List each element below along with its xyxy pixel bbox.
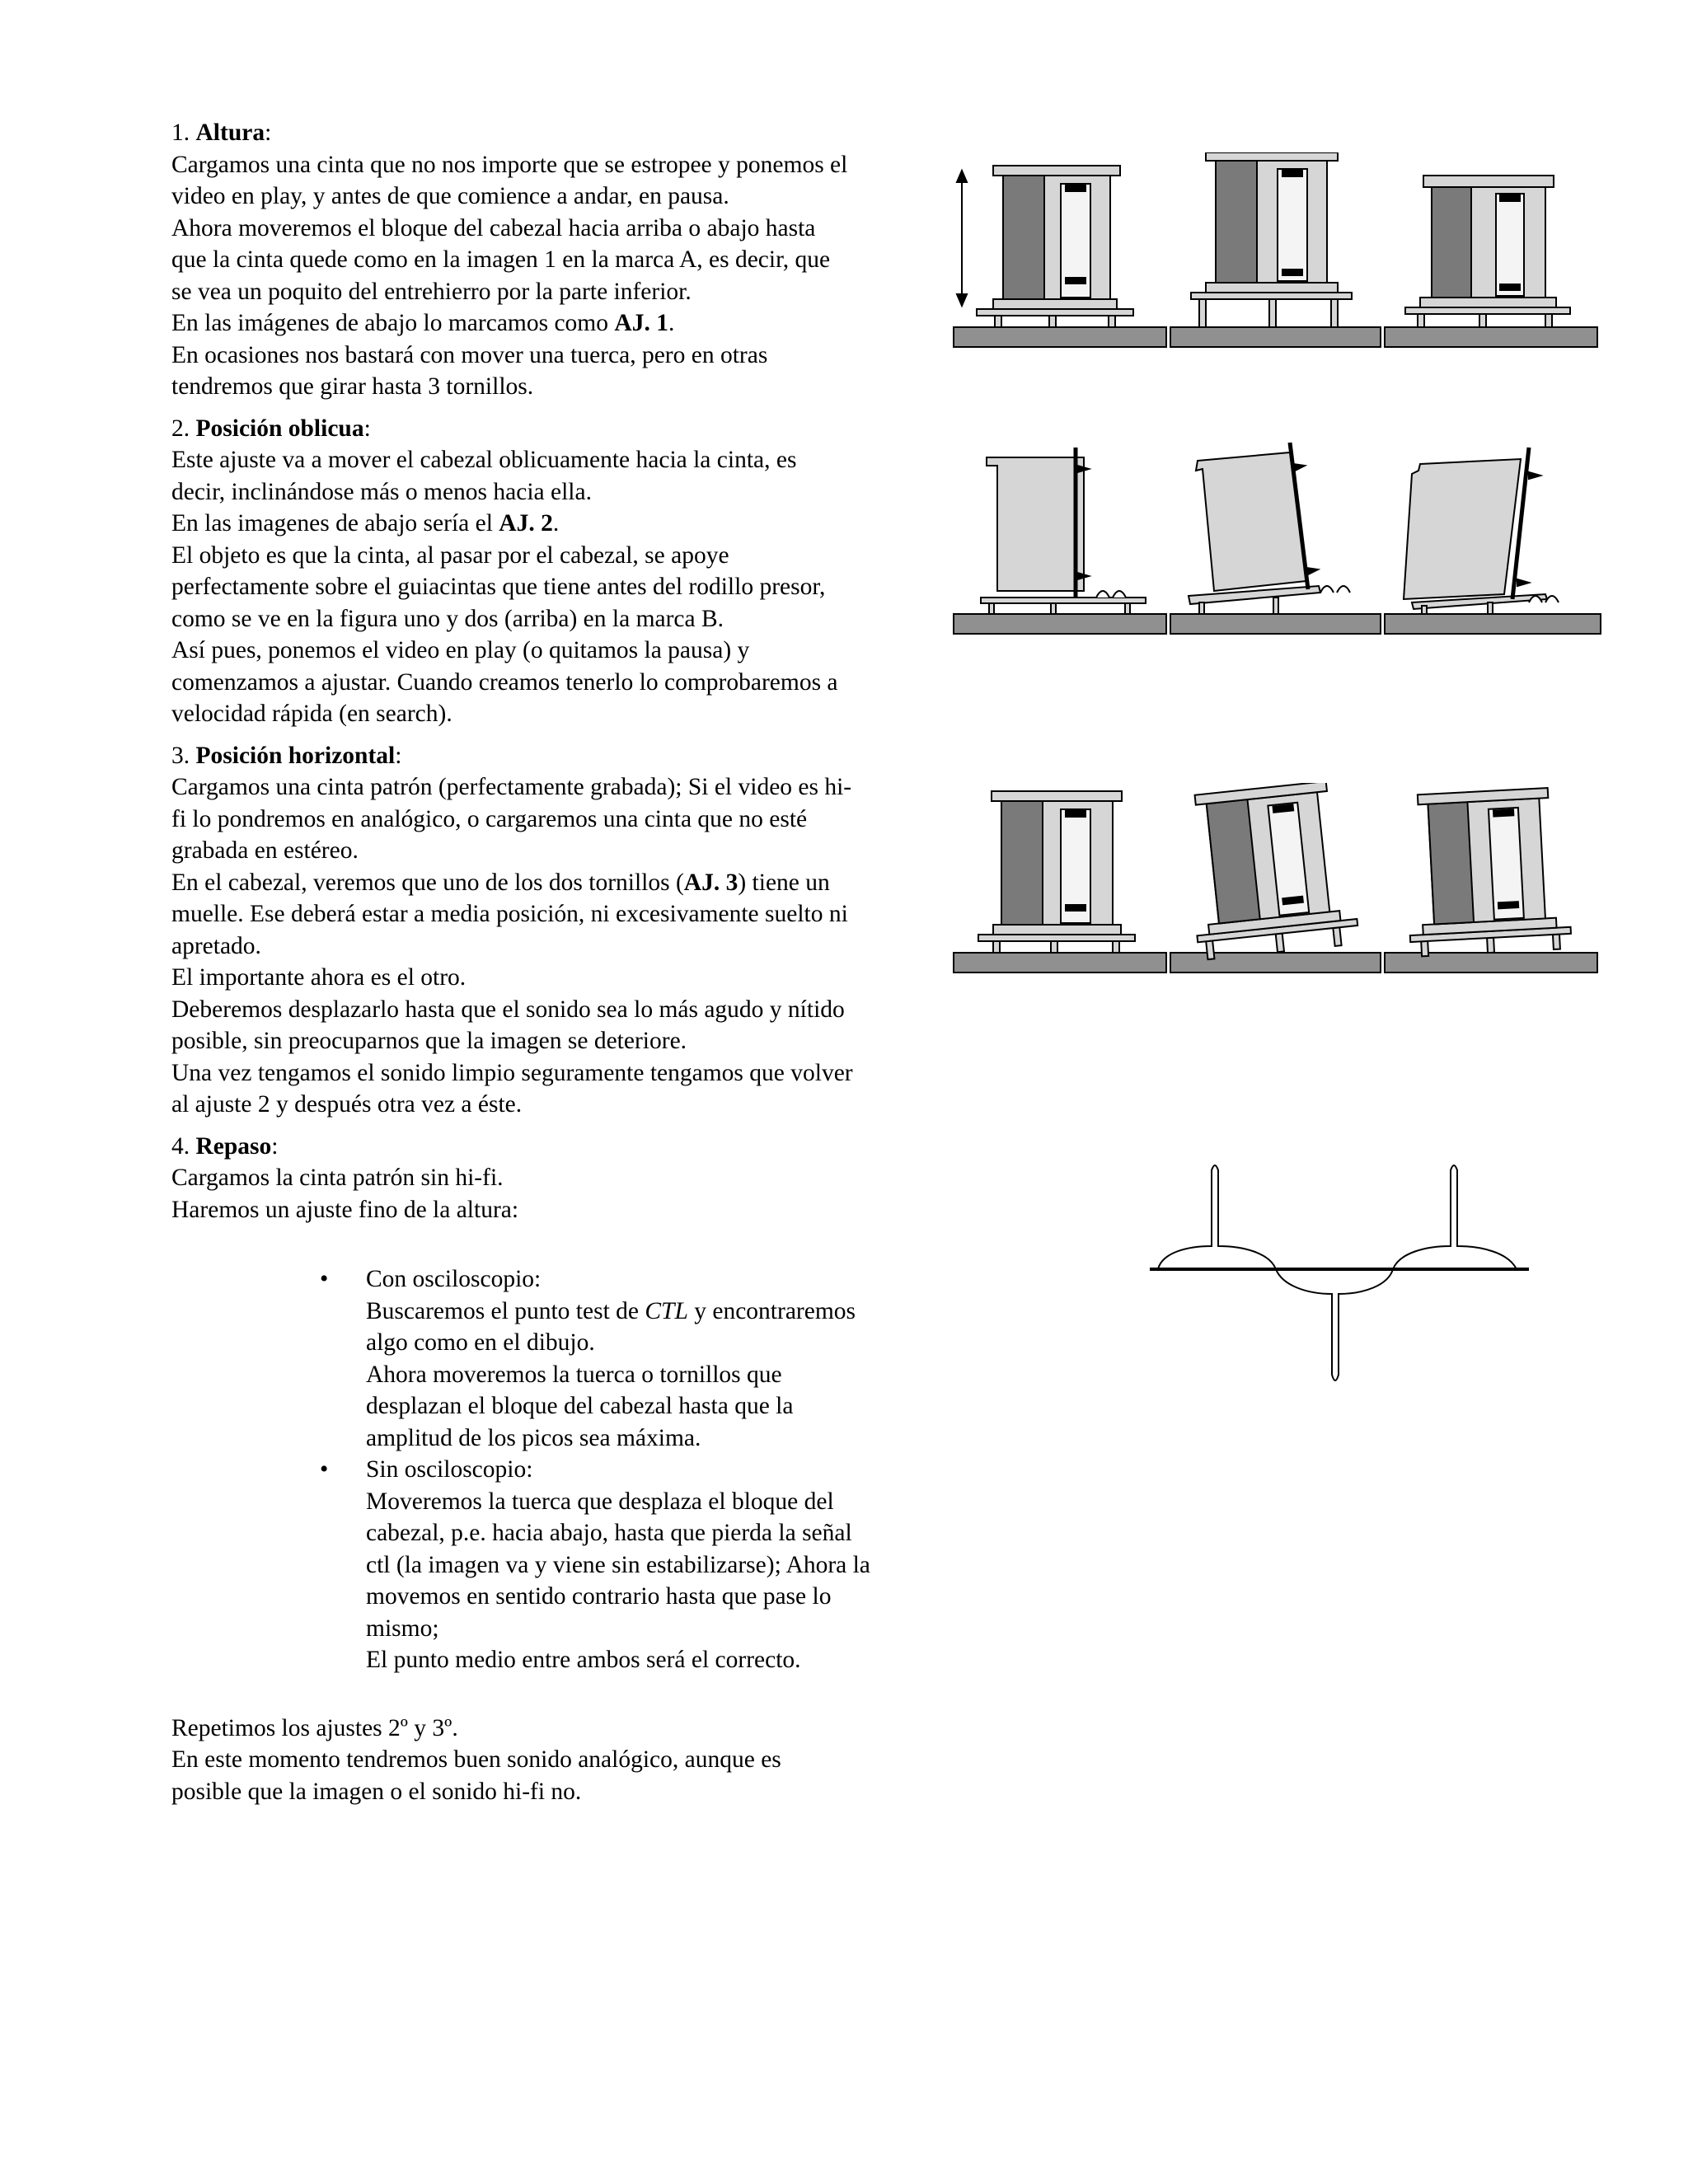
ctl-waveform-icon	[1146, 1154, 1541, 1401]
section-title: Posición oblicua	[195, 415, 364, 442]
section-heading: 4. Repaso:	[171, 1132, 279, 1160]
text-line: algo como en el dibujo.	[366, 1329, 595, 1356]
section-number: 2.	[171, 415, 190, 442]
text-line: Cargamos la cinta patrón sin hi-fi.	[171, 1165, 504, 1191]
text-line: apretado.	[171, 932, 261, 959]
method-list	[171, 1263, 946, 1676]
text-line: Repetimos los ajustes 2º y 3º.	[171, 1714, 458, 1741]
text-line: En las imagenes de abajo sería el AJ. 2.	[171, 510, 560, 537]
text-line: muelle. Ese deberá estar a media posición, ni excesivamente suelto ni	[171, 901, 848, 927]
text-line: El importante ahora es el otro.	[171, 964, 467, 991]
head-height-diagram-icon	[952, 152, 1620, 350]
text-line: En este momento tendremos buen sonido analógico, aunque es	[171, 1746, 781, 1773]
text-line: posible que la imagen o el sonido hi-fi no.	[171, 1778, 582, 1805]
text-line: amplitud de los picos sea máxima.	[366, 1424, 701, 1451]
text-line: decir, inclinándose más o menos hacia ella.	[171, 478, 592, 505]
section-posicion-oblicua	[171, 413, 946, 730]
section-heading: 3. Posición horizontal:	[171, 742, 402, 769]
ctl-label: CTL	[645, 1297, 688, 1324]
section-heading: 2. Posición oblicua:	[171, 415, 371, 442]
aj-label: AJ. 2	[499, 510, 553, 537]
head-azimuth-diagram-icon	[952, 783, 1620, 985]
text-line: Moveremos la tuerca que desplaza el bloque del	[366, 1488, 834, 1515]
section-title: Altura	[195, 120, 265, 146]
text-line: perfectamente sobre el guiacintas que tiene antes del rodillo presor,	[171, 574, 826, 600]
text-line: comenzamos a ajustar. Cuando creamos tenerlo lo comprobaremos a	[171, 668, 838, 696]
text-line: Cargamos una cinta patrón (perfectamente grabada); Si el video es hi-	[171, 774, 852, 800]
list-item	[320, 1263, 946, 1454]
aj-label: AJ. 3	[683, 869, 738, 896]
text-line: al ajuste 2 y después otra vez a éste.	[171, 1091, 523, 1118]
text-line: Así pues, ponemos el video en play (o quitamos la pausa) y	[171, 637, 750, 663]
text-line: El punto medio entre ambos será el correcto.	[366, 1647, 801, 1673]
section-heading: 1. Altura:	[171, 120, 272, 146]
list-item-title: Con osciloscopio:	[366, 1266, 542, 1292]
list-item-title: Sin osciloscopio:	[366, 1456, 533, 1483]
document-body	[171, 117, 946, 1807]
section-altura	[171, 117, 946, 403]
text-line: Haremos un ajuste fino de la altura:	[171, 1196, 519, 1223]
text-line: Buscaremos el punto test de CTL y encontraremos	[366, 1297, 856, 1324]
text-line: como se ve en la figura uno y dos (arriba) en la marca B.	[171, 605, 724, 632]
text-line: fi lo pondremos en analógico, o cargaremos una cinta que no esté	[171, 805, 808, 832]
aj-label: AJ. 1	[614, 310, 668, 336]
text-line: Ahora moveremos el bloque del cabezal hacia arriba o abajo hasta	[171, 214, 816, 241]
section-repaso	[171, 1131, 946, 1676]
text-line: Ahora moveremos la tuerca o tornillos que	[366, 1361, 782, 1388]
text-line: velocidad rápida (en search).	[171, 701, 452, 727]
text-line: Cargamos una cinta que no nos importe que se estropee y ponemos el	[171, 151, 848, 178]
section-posicion-horizontal	[171, 740, 946, 1121]
text-line: mismo;	[366, 1615, 439, 1642]
text-line: El objeto es que la cinta, al pasar por el cabezal, se apoye	[171, 541, 729, 569]
text-line: desplazan el bloque del cabezal hasta que la	[366, 1393, 794, 1419]
text-line: tendremos que girar hasta 3 tornillos.	[171, 373, 534, 400]
text-line: Una vez tengamos el sonido limpio seguramente tengamos que volver	[171, 1059, 853, 1086]
text-line: video en play, y antes de que comience a andar, en pausa.	[171, 183, 729, 209]
text-line: En el cabezal, veremos que uno de los dos tornillos (AJ. 3) tiene un	[171, 869, 830, 896]
closing-paragraph	[171, 1713, 946, 1808]
section-number: 1.	[171, 120, 190, 146]
text-line: que la cinta quede como en la imagen 1 en la marca A, es decir, que	[171, 246, 831, 273]
bullet-icon: •	[320, 1266, 329, 1292]
text-line: grabada en estéreo.	[171, 837, 359, 864]
section-number: 4.	[171, 1132, 190, 1160]
section-title: Posición horizontal	[195, 742, 396, 769]
text-line: movemos en sentido contrario hasta que pase lo	[366, 1583, 832, 1610]
text-line: Deberemos desplazarlo hasta que el sonido sea lo más agudo y nítido	[171, 996, 845, 1023]
text-line: se vea un poquito del entrehierro por la parte inferior.	[171, 278, 692, 305]
head-tilt-diagram-icon	[952, 441, 1620, 639]
text-line: En las imágenes de abajo lo marcamos como AJ. 1.	[171, 310, 675, 336]
text-line: cabezal, p.e. hacia abajo, hasta que pierda la señal	[366, 1520, 852, 1546]
text-line: ctl (la imagen va y viene sin estabilizarse); Ahora la	[366, 1551, 870, 1578]
section-number: 3.	[171, 742, 190, 769]
text-line: posible, sin preocuparnos que la imagen se deteriore.	[171, 1028, 687, 1054]
text-line: En ocasiones nos bastará con mover una tuerca, pero en otras	[171, 341, 768, 368]
bullet-icon: •	[320, 1456, 329, 1483]
list-item	[320, 1454, 946, 1676]
section-title: Repaso	[195, 1132, 272, 1160]
text-line: Este ajuste va a mover el cabezal oblicuamente hacia la cinta, es	[171, 447, 797, 473]
